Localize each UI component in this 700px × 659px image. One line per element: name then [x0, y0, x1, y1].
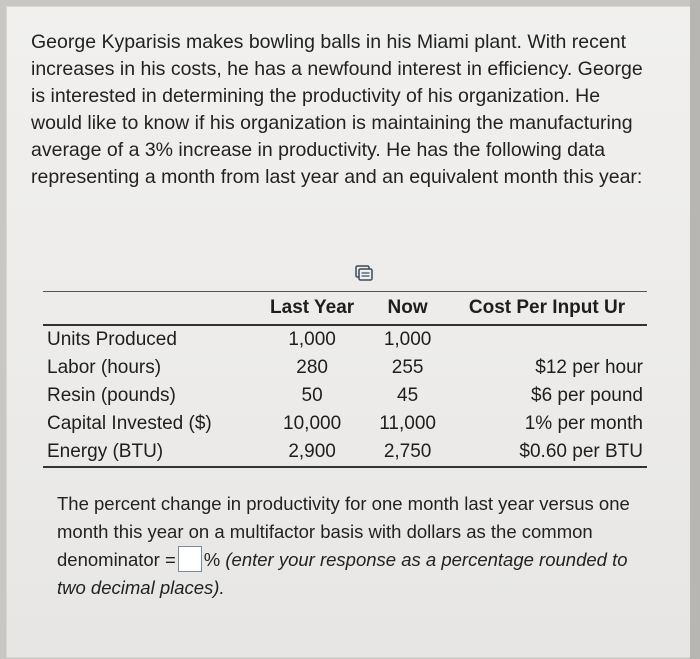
percent-sign: % — [203, 549, 221, 570]
background-edge — [690, 0, 700, 659]
productivity-data-table — [43, 291, 647, 468]
row-label: Units Produced — [47, 329, 177, 350]
now-value: 255 — [391, 357, 424, 378]
row-label: Energy (BTU) — [47, 441, 164, 462]
cost-value: $0.60 per BTU — [519, 441, 643, 462]
copy-table-icon[interactable] — [355, 265, 373, 281]
now-value: 11,000 — [379, 413, 436, 434]
question-instructions: (enter your response as a percentage rounded to two decimal places). — [57, 549, 628, 599]
row-label: Resin (pounds) — [47, 385, 176, 406]
table-row — [43, 438, 647, 467]
last-year-value: 2,900 — [288, 441, 336, 462]
table-row — [43, 382, 647, 410]
header-last-year: Last Year — [270, 297, 355, 318]
now-value: 45 — [397, 385, 419, 406]
now-value: 2,750 — [383, 441, 432, 462]
cost-value: $6 per pound — [531, 385, 643, 406]
cost-value: $12 per hour — [535, 357, 643, 378]
table-row — [43, 410, 647, 438]
last-year-value: 1,000 — [288, 329, 336, 350]
header-now: Now — [387, 297, 428, 318]
problem-card — [6, 6, 696, 658]
last-year-value: 280 — [296, 357, 328, 378]
header-label — [43, 292, 256, 326]
cost-value — [447, 325, 647, 354]
table-row — [43, 354, 647, 382]
cost-value: 1% per month — [524, 413, 643, 434]
last-year-value: 10,000 — [283, 413, 342, 434]
row-label: Capital Invested ($) — [47, 413, 212, 434]
table-header-row — [43, 292, 647, 326]
last-year-value: 50 — [301, 385, 323, 406]
question-text — [57, 490, 657, 602]
question-prefix: The percent change in productivity for one month last year versus one month this year on a multifactor basis with dollars as the common denominator = — [57, 493, 630, 570]
now-value: 1,000 — [383, 329, 432, 350]
problem-statement: George Kyparisis makes bowling balls in his Miami plant. With recent increases in his costs, he has a newfound interest in efficiency. George is interested in determining the productivity of his organization. He would like to know if his organization is maintaining the manufacturing average of a 3% increase in productivity. He has the following data representing a month from last year and an equivalent month this year: — [31, 31, 643, 188]
row-label: Labor (hours) — [47, 357, 162, 378]
table-row — [43, 325, 647, 354]
answer-input[interactable] — [178, 546, 202, 572]
header-cost-per-input: Cost Per Input Ur — [468, 297, 626, 318]
